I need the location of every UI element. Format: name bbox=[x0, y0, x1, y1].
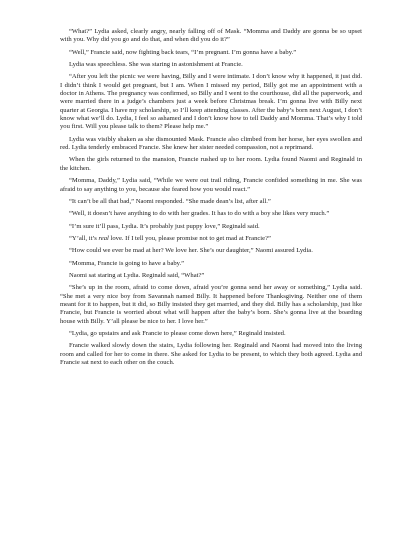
paragraph-11 bbox=[60, 235, 362, 243]
book-page bbox=[60, 28, 362, 528]
paragraph-2: “Well,” Francie said, now fighting back tears, “I’m pregnant. I’m gonna have a baby.” bbox=[69, 48, 297, 56]
paragraph-11-start: “Y’all, it’s bbox=[69, 234, 99, 242]
paragraph-11-end: love. If I tell you, please promise not to get mad at Francie?” bbox=[108, 234, 271, 242]
paragraph-16: “Lydia, go upstairs and ask Francie to please come down here,” Reginald insisted. bbox=[69, 329, 286, 337]
paragraph-13: “Momma, Francie is going to have a baby.” bbox=[69, 259, 185, 267]
paragraph-12: “How could we ever be mad at her? We love her. She’s our daughter,” Naomi assured Lydia. bbox=[69, 247, 313, 255]
paragraph-5: Lydia was visibly shaken as she dismounted Mask. Francie also climbed from her horse, her eyes swollen and red. Lydia tenderly embraced Francie. She knew her sister needed compassion, not a reprimand. bbox=[60, 135, 362, 152]
paragraph-9: “Well, it doesn’t have anything to do with her grades. It has to do with a boy she likes very much.” bbox=[69, 210, 330, 218]
paragraph-17: Francie walked slowly down the stairs, Lydia following her. Reginald and Naomi had moved into the living room and called for her to come in there. She asked for Lydia to be present, to which they both agreed. Lydia and Francie sat next to each other on the couch. bbox=[60, 342, 362, 366]
paragraph-14: Naomi sat staring at Lydia. Reginald said, “What?” bbox=[69, 271, 205, 279]
paragraph-7: “Momma, Daddy,” Lydia said, “While we were out trail riding, Francie confided something in me. She was afraid to say anything to you, because she feared how you would react.” bbox=[60, 177, 362, 193]
paragraph-4: “After you left the picnic we were having, Billy and I were intimate. I don’t know why it happened, it just did. I didn’t think I would get pregnant, but I am. When I missed my period, Billy got me an appointment with a doctor in Athens. The pregnancy was confirmed, so Billy and I went to the courthouse, did all the paperwork, and were married there in a judge’s chambers just a week before Christmas break. I’m gonna live with Billy next quarter at Georgia. I have my scholarship, so I’ll keep attending classes. After the baby’s born next August, I don’t know what we’ll do. Lydia, I feel so ashamed and I don’t know how to tell Daddy and Momma. That’s why I told you first. Will you please talk to them? Please help me.” bbox=[60, 73, 362, 131]
paragraph-15: “She’s up in the room, afraid to come down, afraid you’re gonna send her away or something,” Lydia said. “She met a very nice boy from Savannah named Billy. It happened before Thanksgiving. Neither one of them meant for it to happen, but it did, so Billy insisted they get married, and they did. Billy has a scholarship, just like Francie, but Francie is worried about what will happen after the baby’s born. She’s gonna live at the boarding house with Billy. Y’all please be nice to her. I love her.” bbox=[60, 284, 362, 325]
paragraph-8: “It can’t be all that bad,” Naomi responded. “She made dean’s list, after all.” bbox=[69, 197, 271, 205]
emphasis-real: real bbox=[98, 234, 109, 242]
paragraph-1: “What?” Lydia asked, clearly angry, nearly falling off of Mask. “Momma and Daddy are gonna be so upset with you. Why did you go and do that, and when did you do it?” bbox=[60, 28, 362, 44]
paragraph-10: “I’m sure it’ll pass, Lydia. It’s probably just puppy love,” Reginald said. bbox=[69, 222, 260, 230]
paragraph-6: When the girls returned to the mansion, Francie rushed up to her room. Lydia found Naomi and Reginald in the kitchen. bbox=[60, 156, 362, 172]
paragraph-3: Lydia was speechless. She was staring in astonishment at Francie. bbox=[69, 61, 243, 69]
